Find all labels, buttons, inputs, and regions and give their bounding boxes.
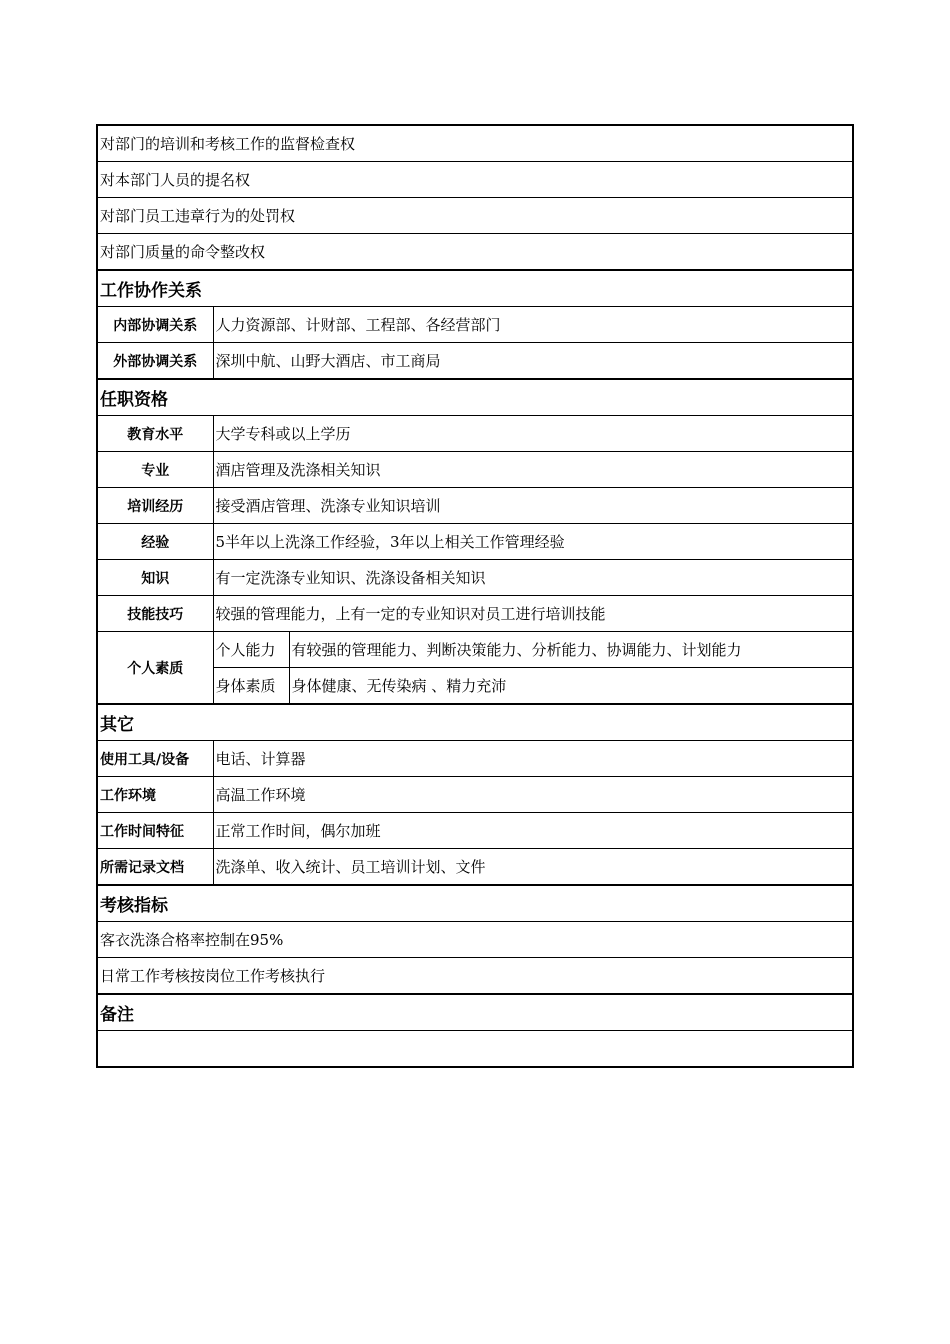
- section-header-assessment: [97, 885, 853, 922]
- field-value: 较强的管理能力，上有一定的专业知识对员工进行培训技能: [213, 596, 853, 632]
- field-label: 教育水平: [97, 416, 213, 452]
- table-row: [97, 488, 853, 524]
- authority-row: [97, 162, 853, 198]
- field-label: 个人素质: [97, 632, 213, 705]
- table-row: [97, 1031, 853, 1068]
- section-title: 工作协作关系: [97, 270, 853, 307]
- job-description-table: [96, 124, 854, 1068]
- field-label: 工作环境: [97, 777, 213, 813]
- table-row: [97, 452, 853, 488]
- table-row: [97, 777, 853, 813]
- table-row: [97, 560, 853, 596]
- field-value: 电话、计算器: [213, 741, 853, 777]
- field-value: 洗涤单、收入统计、员工培训计划、文件: [213, 849, 853, 886]
- field-value: 接受酒店管理、洗涤专业知识培训: [213, 488, 853, 524]
- sub-field-label: 身体素质: [213, 668, 289, 705]
- authority-item: 对部门员工违章行为的处罚权: [97, 198, 853, 234]
- field-value: 大学专科或以上学历: [213, 416, 853, 452]
- field-value: 有一定洗涤专业知识、洗涤设备相关知识: [213, 560, 853, 596]
- field-label: 使用工具/设备: [97, 741, 213, 777]
- table-row: [97, 307, 853, 343]
- field-value: 酒店管理及洗涤相关知识: [213, 452, 853, 488]
- field-label: 培训经历: [97, 488, 213, 524]
- section-title: 备注: [97, 994, 853, 1031]
- table-row: [97, 958, 853, 995]
- field-value: 身体健康、无传染病 、精力充沛: [289, 668, 853, 705]
- field-label: 内部协调关系: [97, 307, 213, 343]
- section-title: 任职资格: [97, 379, 853, 416]
- table-row: [97, 416, 853, 452]
- authority-item: 对部门的培训和考核工作的监督检查权: [97, 125, 853, 162]
- field-label: 专业: [97, 452, 213, 488]
- section-title: 考核指标: [97, 885, 853, 922]
- authority-row: [97, 125, 853, 162]
- section-title: 其它: [97, 704, 853, 741]
- field-value: 深圳中航、山野大酒店、市工商局: [213, 343, 853, 380]
- table-row: [97, 741, 853, 777]
- section-header-remarks: [97, 994, 853, 1031]
- table-row: [97, 524, 853, 560]
- section-header-cooperation: [97, 270, 853, 307]
- authority-item: 对本部门人员的提名权: [97, 162, 853, 198]
- field-label: 技能技巧: [97, 596, 213, 632]
- field-label: 经验: [97, 524, 213, 560]
- field-value: 高温工作环境: [213, 777, 853, 813]
- field-value: 正常工作时间，偶尔加班: [213, 813, 853, 849]
- table-row: [97, 343, 853, 380]
- section-header-other: [97, 704, 853, 741]
- table-row: [97, 632, 853, 668]
- authority-item: 对部门质量的命令整改权: [97, 234, 853, 271]
- assessment-item: 日常工作考核按岗位工作考核执行: [97, 958, 853, 995]
- table-row: [97, 922, 853, 958]
- field-label: 知识: [97, 560, 213, 596]
- remarks-value: [97, 1031, 853, 1068]
- field-label: 工作时间特征: [97, 813, 213, 849]
- field-value: 5半年以上洗涤工作经验，3年以上相关工作管理经验: [213, 524, 853, 560]
- field-label: 外部协调关系: [97, 343, 213, 380]
- table-row: [97, 813, 853, 849]
- section-header-qualification: [97, 379, 853, 416]
- field-value: 有较强的管理能力、判断决策能力、分析能力、协调能力、计划能力: [289, 632, 853, 668]
- assessment-item: 客衣洗涤合格率控制在95%: [97, 922, 853, 958]
- field-value: 人力资源部、计财部、工程部、各经营部门: [213, 307, 853, 343]
- table-row: [97, 596, 853, 632]
- authority-row: [97, 198, 853, 234]
- authority-row: [97, 234, 853, 271]
- field-label: 所需记录文档: [97, 849, 213, 886]
- sub-field-label: 个人能力: [213, 632, 289, 668]
- table-row: [97, 849, 853, 886]
